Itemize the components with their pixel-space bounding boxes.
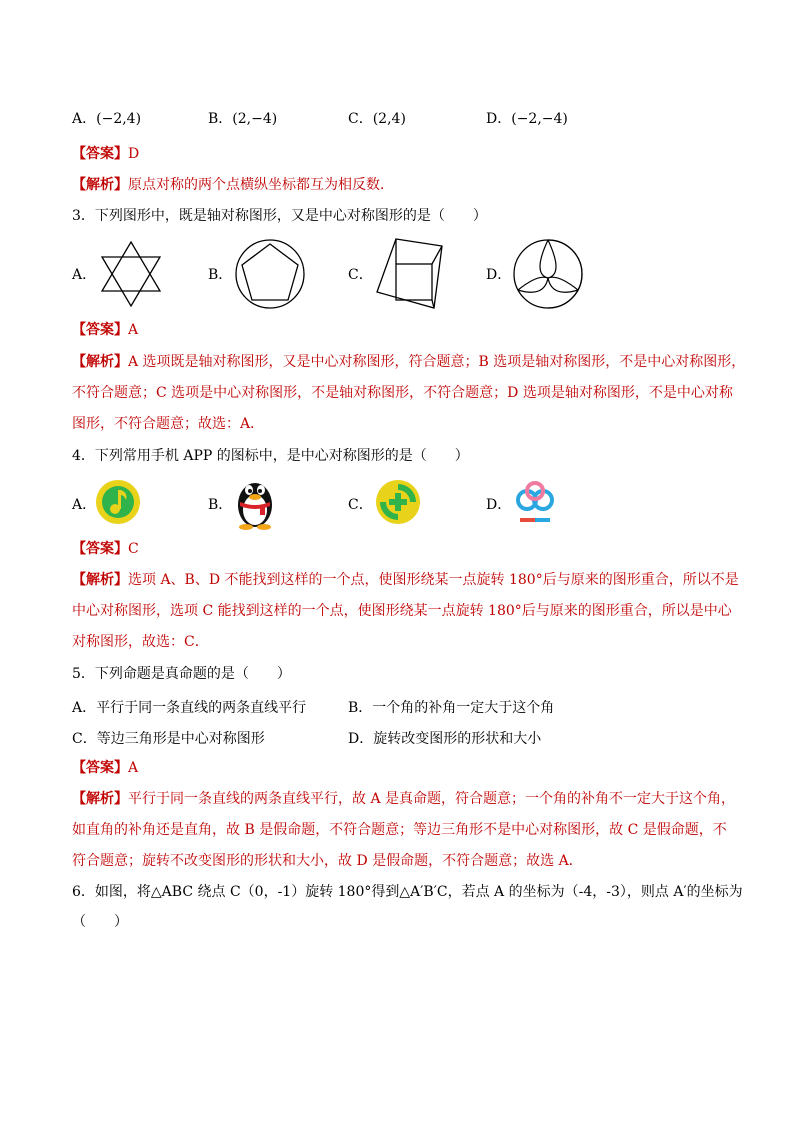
circle-three-arcs-icon	[512, 238, 584, 310]
q2-option-a: A．(−2,4)	[72, 111, 142, 127]
q2-option-d: D．(−2,−4)	[486, 111, 568, 127]
q5-analysis-line-2: 如直角的补角还是直角，故 B 是假命题，不符合题意；等边三角形不是中心对称图形，故 C 是假命题，不	[72, 822, 727, 838]
q5-question: 5．下列命题是真命题的是（ ）	[72, 666, 291, 682]
q6-question: 6．如图，将△ABC 绕点 C（0，-1）旋转 180°得到△A′B′C，若点 A 的坐标为（-4，-3），则点 A′的坐标为	[72, 884, 743, 900]
q4-letter-d: D．	[486, 497, 512, 513]
q6-question-cont: （ ）	[72, 914, 128, 930]
q2-option-c: C．(2,4)	[348, 111, 406, 127]
q3-question: 3．下列图形中，既是轴对称图形，又是中心对称图形的是（ ）	[72, 208, 487, 224]
penguin-app-icon	[232, 474, 278, 530]
q5-analysis-line-3: 符合题意；旋转不改变图形的形状和大小，故 D 是假命题，不符合题意；故选 A．	[72, 853, 583, 869]
q3-analysis-line-1: 【解析】A 选项既是轴对称图形，又是中心对称图形，符合题意；B 选项是轴对称图形，不是中心对称图形，	[72, 354, 746, 370]
q4-letter-a: A．	[72, 497, 97, 513]
q3-answer: 【答案】A	[72, 322, 139, 338]
q4-question: 4．下列常用手机 APP 的图标中，是中心对称图形的是（ ）	[72, 448, 469, 464]
q5-answer: 【答案】A	[72, 760, 139, 776]
q2-analysis: 【解析】原点对称的两个点横纵坐标都互为相反数．	[72, 177, 394, 193]
q3-analysis-line-3: 图形，不符合题意；故选：A．	[72, 416, 265, 432]
q5-analysis-line-1: 【解析】平行于同一条直线的两条直线平行，故 A 是真命题，符合题意；一个角的补角不一定大于这个角，	[72, 791, 736, 807]
q4-analysis-line-1: 【解析】选项 A、B、D 不能找到这样的一个点，使图形绕某一点旋转 180°后与原来的图形重合，所以不是	[72, 572, 739, 588]
q4-analysis-line-2: 中心对称图形，选项 C 能找到这样的一个点，使图形绕某一点旋转 180°后与原来的图形重合，所以是中心	[72, 603, 732, 619]
q3-analysis-line-2: 不符合题意；C 选项是中心对称图形，不是轴对称图形，不符合题意；D 选项是轴对称图形，不是中心对称	[72, 385, 733, 401]
q5-option-a: A．平行于同一条直线的两条直线平行	[72, 700, 307, 716]
q3-letter-c: C．	[348, 267, 373, 283]
hexagram-icon	[96, 238, 166, 310]
q4-letter-c: C．	[348, 497, 373, 513]
q5-option-b: B．一个角的补角一定大于这个角	[348, 700, 555, 716]
q2-option-b: B．(2,−4)	[208, 111, 278, 127]
cloud-app-icon	[510, 478, 560, 528]
q3-letter-d: D．	[486, 267, 512, 283]
plus-shield-app-icon	[374, 478, 422, 526]
q4-analysis-line-3: 对称图形，故选：C．	[72, 634, 209, 650]
pentagon-in-circle-icon	[234, 238, 306, 310]
q4-letter-b: B．	[208, 497, 233, 513]
q5-option-d: D．旋转改变图形的形状和大小	[348, 731, 542, 747]
q5-option-c: C．等边三角形是中心对称图形	[72, 731, 265, 747]
q3-letter-a: A．	[72, 267, 97, 283]
music-note-app-icon	[94, 478, 142, 526]
q4-answer: 【答案】C	[72, 541, 139, 557]
q3-letter-b: B．	[208, 267, 233, 283]
q2-answer: 【答案】D	[72, 146, 140, 162]
rotated-squares-icon	[374, 236, 450, 310]
